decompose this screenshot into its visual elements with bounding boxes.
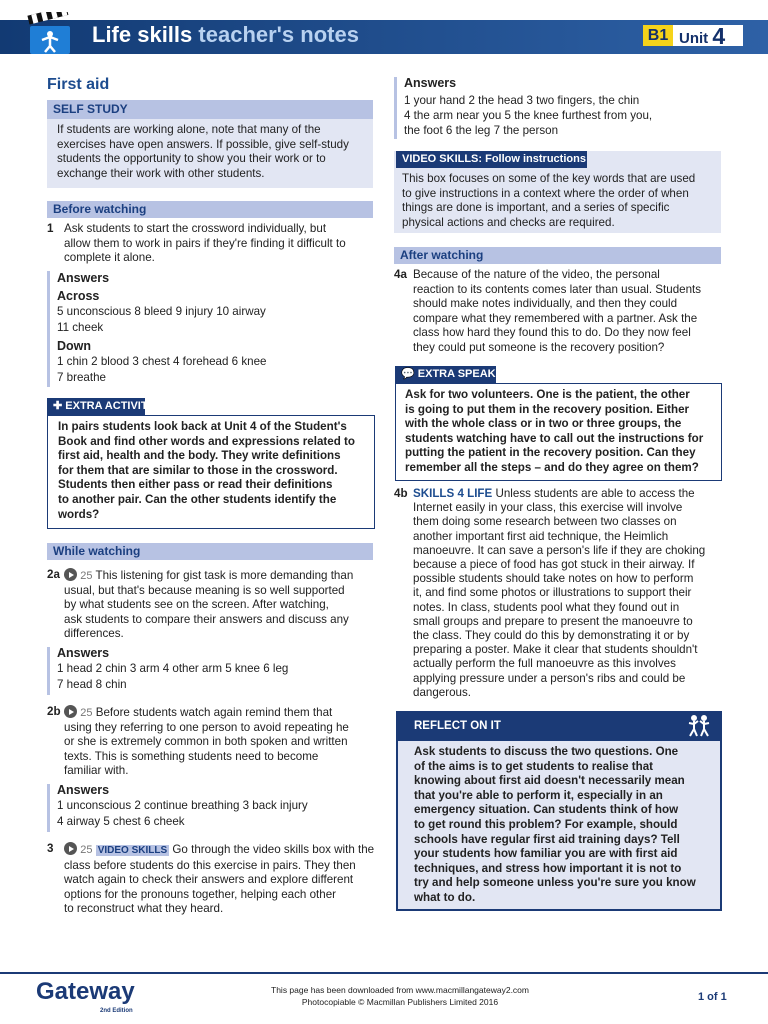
answer-line: the foot 6 the leg 7 the person [404,124,559,137]
text-line: knowing about first aid doesn't necessarily mean [414,774,685,788]
text-line: should make notes individually, and then they could [413,297,678,311]
text-line: notes. In class, students pool what they found out in [413,600,680,614]
text-line: Internet easily in your class, this exercise will involve [413,501,683,515]
exercise-1-text [64,222,374,266]
text-line: Before students watch again remind them that [95,706,333,719]
audio-play-icon[interactable] [64,705,77,718]
text-line: familiar with. [64,764,129,778]
text-line: techniques, and stress how important it is not to [414,861,682,875]
gateway-logo: Gateway [36,978,135,1005]
exercise-4a-text [413,268,731,356]
text-line: This box focuses on some of the key words that are used [402,172,696,185]
footer-text [200,984,600,1008]
level-badge: B1 [643,25,673,46]
across-label: Across [57,289,100,303]
text-line: Ask for two volunteers. One is the patient, the other [405,388,690,401]
text-line: usual, but that's because meaning is so well supported [64,583,345,597]
edition-label: 2nd Edition [100,1008,133,1014]
down-label: Down [57,339,92,353]
download-notice: This page has been downloaded from www.macmillangateway2.com [271,985,529,995]
header-subtitle: teacher's notes [198,22,359,47]
text-line: physical actions and checks are required. [402,215,615,229]
answers-block-2b [57,782,377,830]
answer-line: 1 your hand 2 the head 3 two fingers, the chin [404,94,640,107]
audio-play-icon[interactable] [64,842,77,855]
text-line: the class. They could do this by demonstrating it or by [413,629,690,643]
video-skills-tag: VIDEO SKILLS [97,845,168,856]
text-line: to reconstruct what they heard. [64,902,224,916]
answers-block-right [404,75,734,138]
while-watching-heading: While watching [47,543,373,560]
text-line: for them that are similar to those in the crossword. [58,463,338,477]
extra-activity-label [47,398,155,415]
answer-line: 1 chin 2 blood 3 chest 4 forehead 6 knee [57,355,267,368]
answers-block-2a [57,645,377,693]
reflect-text [414,745,714,906]
copyright-notice: Photocopiable © Macmillan Publishers Limited 2016 [301,997,499,1007]
text-line: differences. [64,627,124,641]
text-line: to another pair. Can the other students identify the [58,492,337,506]
extra-activity-text: EXTRA ACTIVITY [65,400,155,412]
text-line: watch again to check their answers and explore different [64,873,354,887]
text-line: Book and find other words and expressions related to [58,434,355,448]
text-line: to give instructions in a context where the order of when [402,186,689,200]
text-line: it, and find some photos or illustrations to support their [413,586,692,600]
audio-track: 25 [80,844,93,856]
exercise-number: 2a [47,568,60,581]
self-study-line: exchange their work with other students. [57,166,265,180]
text-line: words? [58,507,100,521]
answers-rule [47,271,50,387]
answer-line: 1 unconscious 2 continue breathing 3 back injury [57,799,308,812]
video-skills-text [402,172,720,230]
text-line: they could put someone is the recovery position? [413,340,665,354]
text-line: complete it alone. [64,251,155,265]
exercise-number: 2b [47,705,61,718]
text-line: small groups and prepare to present the manoeuvre to [413,614,693,628]
header-title-main: Life skills [92,22,193,47]
video-skills-label: VIDEO SKILLS: Follow instructions [396,151,587,168]
unit-number: 4 [712,23,726,49]
text-line: compare what they remembered with a partner. Ask the [413,311,698,325]
text-line: by what students see on the screen. After watching, [64,598,329,612]
answer-line: 5 unconscious 8 bleed 9 injury 10 airway [57,305,266,318]
text-line: Unless students are able to access the [495,487,695,500]
text-line: Students then either pass or read their definitions [58,478,333,492]
answer-line: 7 head 8 chin [57,678,127,691]
before-watching-heading: Before watching [47,201,373,218]
footer-rule [0,972,768,974]
exercise-number: 4b [394,487,408,500]
exercise-number: 1 [47,222,54,235]
extra-activity-box [47,415,375,529]
text-line: remember all the steps – and do they agree on them? [405,460,699,474]
text-line: students watching have to call out the instructions for [405,431,704,445]
speech-bubble-icon: 💬 [401,368,415,380]
text-line: them doing some research between two classes on [413,515,677,529]
answers-heading: Answers [404,76,457,90]
answer-line: 1 head 2 chin 3 arm 4 other arm 5 knee 6 leg [57,662,289,675]
answer-line: 7 breathe [57,371,106,384]
text-line: This listening for gist task is more demanding than [95,569,354,582]
text-line: because a piece of food has got stuck in their airway. If [413,558,695,572]
text-line: manoeuvre. It can save a person's life if they are choking [413,543,706,557]
answer-line: 11 cheek [57,321,104,334]
answers-rule [47,647,50,695]
page-number: 1 of 1 [698,991,727,1003]
self-study-line: If students are working alone, note that many of the [57,123,321,136]
text-line: is going to put them in the recovery position. Either [405,402,690,416]
text-line: schools have regular first aid training days? Tell [414,832,680,846]
exercise-4b-text [413,487,731,700]
header-title [92,20,359,50]
text-line: or she is extremely common in both spoken and written [64,735,348,749]
extra-speaking-box [395,383,722,481]
answers-block-1 [57,270,377,386]
answers-rule [47,784,50,832]
text-line: Go through the video skills box with the [172,843,375,856]
exercise-3-text [64,842,379,917]
text-line: Ask students to start the crossword individually, but [64,222,327,235]
text-line: texts. This is something students need to become [64,749,319,763]
text-line: what to do. [414,890,476,904]
text-line: to get round this problem? For example, should [414,817,678,831]
text-line: first aid, health and the body. They write definitions [58,449,341,463]
self-study-box [47,119,373,188]
text-line: ask students to compare their answers and discuss any [64,612,349,626]
exercise-2a-text [64,568,379,642]
answer-line: 4 the arm near you 5 the knee furthest from you, [404,109,653,122]
text-line: try and help someone unless you're sure you know [414,876,696,890]
answers-heading: Answers [57,646,110,660]
text-line: another important first aid technique, the Heimlich [413,529,669,543]
self-study-heading: SELF STUDY [47,100,373,119]
text-line: dangerous. [413,685,472,699]
text-line: possible students should take notes on how to perform [413,572,694,586]
text-line: applying pressure under a person's ribs and could be [413,671,686,685]
audio-track: 25 [80,570,93,582]
text-line: class how hard they found this to do. Do they now feel [413,326,691,340]
self-study-line: students the opportunity to show you their work or to [57,152,326,166]
exercise-number: 4a [394,268,407,281]
skills-4-life-tag: SKILLS 4 LIFE [413,487,493,500]
clapperboard-icon [26,12,76,56]
text-line: with the whole class or in two or three groups, the [405,417,682,431]
reflect-label: REFLECT ON IT [414,720,501,732]
text-line: actually perform the full manoeuvre as this involves [413,657,676,671]
answers-heading: Answers [57,783,110,797]
extra-speaking-label [395,366,516,383]
answers-rule [394,77,397,139]
text-line: that you're able to perform it, especially in an [414,788,663,802]
text-line: Because of the nature of the video, the personal [413,268,660,281]
text-line: options for the pronouns together, helping each other [64,887,337,901]
text-line: putting the patient in the recovery position. Can they [405,446,696,460]
page-title: First aid [47,76,110,93]
text-line: emergency situation. Can students think of how [414,803,679,817]
audio-track: 25 [80,707,93,719]
exercise-number: 3 [47,842,54,855]
text-line: In pairs students look back at Unit 4 of the Student's [58,420,347,433]
text-line: reaction to its contents comes later than usual. Students [413,282,702,296]
audio-play-icon[interactable] [64,568,77,581]
text-line: Ask students to discuss the two questions. One [414,745,679,758]
exercise-2b-text [64,705,379,779]
text-line: your students how familiar you are with first aid [414,847,678,861]
answer-line: 4 airway 5 chest 6 cheek [57,815,185,828]
extra-speaking-text: EXTRA SPEAKING [417,368,516,380]
text-line: class before students do this exercise in pairs. They then [64,858,356,872]
text-line: of the aims is to get students to realise that [414,759,654,773]
figures-icon [686,714,712,738]
text-line: allow them to work in pairs if they're finding it difficult to [64,236,346,250]
after-watching-heading: After watching [394,247,721,264]
unit-label [673,23,743,49]
text-line: using they referring to one person to avoid repeating he [64,720,349,734]
answers-heading: Answers [57,271,110,285]
text-line: things are done is important, and a series of specific [402,201,670,215]
self-study-line: exercises have open answers. If possible, give self-study [57,137,349,151]
unit-text: Unit [679,30,709,47]
text-line: preparing a poster. Make it clear that students shouldn't [413,643,698,657]
plus-icon: ✚ [53,400,63,412]
